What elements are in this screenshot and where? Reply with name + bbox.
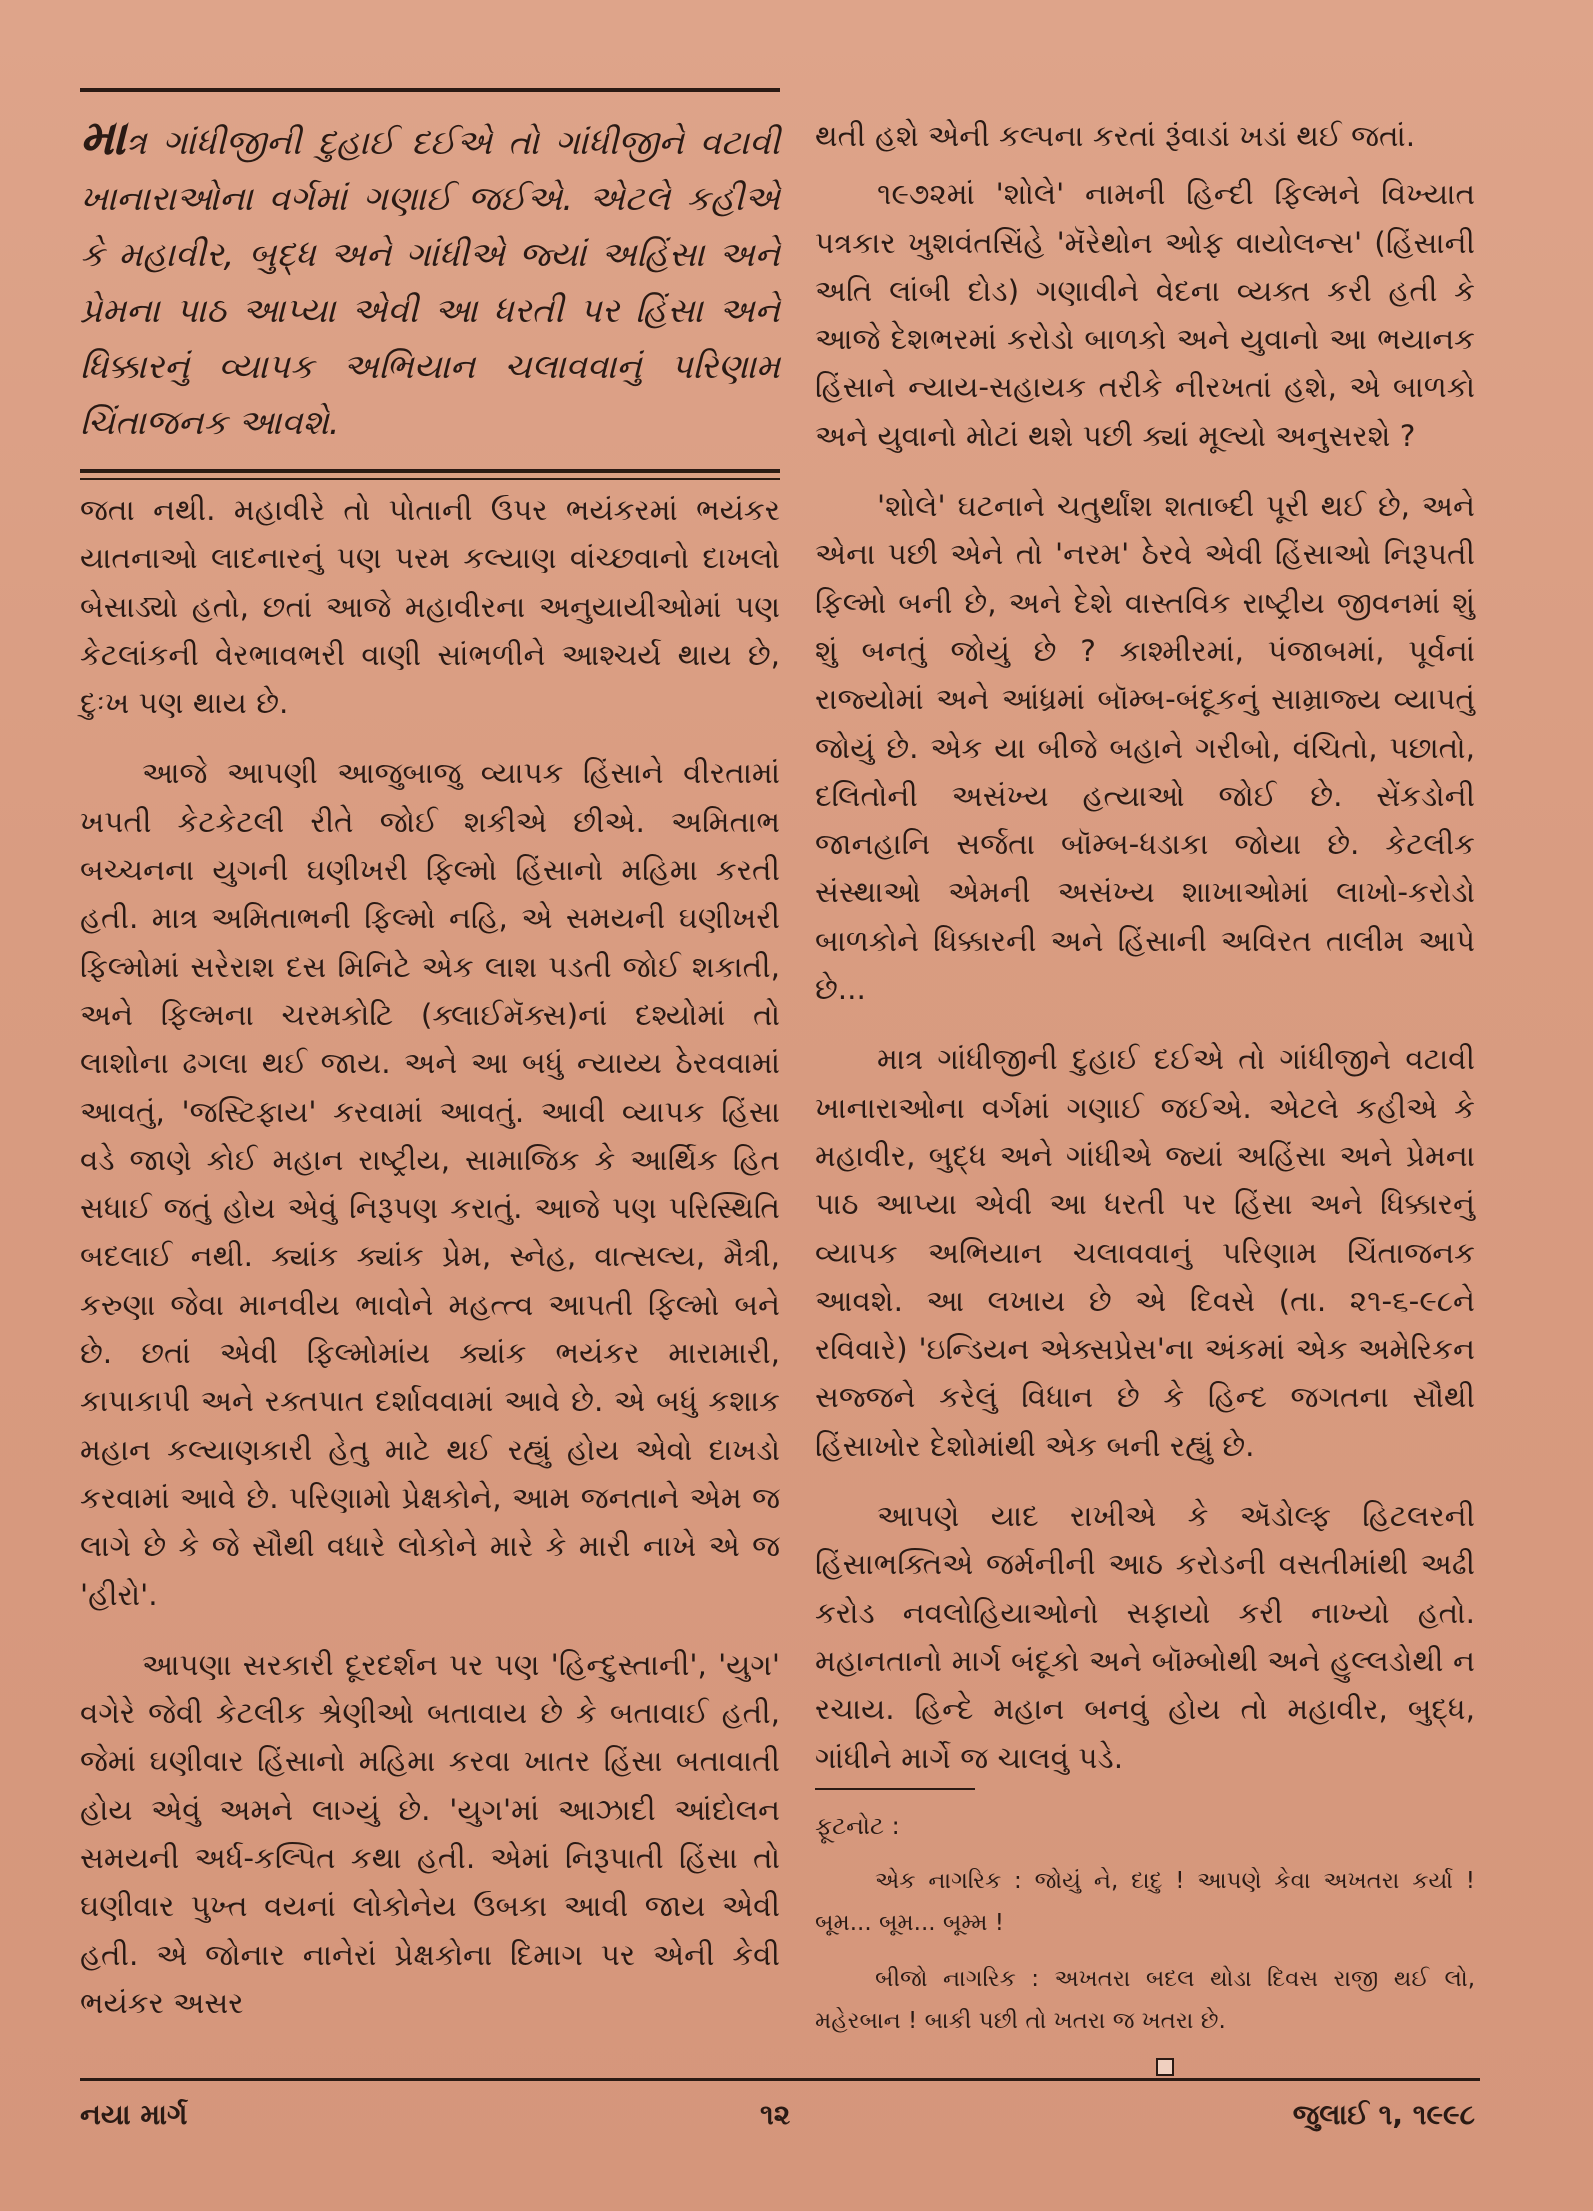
pullquote-bottom-thin-rule: [80, 478, 780, 480]
left-paragraph-1: જતા નથી. મહાવીરે તો પોતાની ઉપર ભયંકરમાં ભયંકર યાતનાઓ લાદનારનું પણ પરમ કલ્યાણ વાંચ્છવાનો દાખલો બેસાડ્યો હતો, છતાં આજે મહાવીરના અનુયાયીઓમાં પણ કેટલાંકની વેરભાવભરી વાણી સાંભળીને આશ્ચર્ય થાય છે, દુઃખ પણ થાય છે.: [80, 493, 780, 721]
pullquote: [80, 92, 780, 469]
footer-page-number: ૧૨: [760, 2098, 791, 2131]
footer-publication: નયા માર્ગ: [80, 2098, 188, 2131]
footnote-title: ફૂટનોટ :: [815, 1811, 900, 1840]
footnote-line-1: એક નાગરિક : જોયું ને, દાદુ ! આપણે કેવા અખતરા કર્યા ! બૂમ... બૂમ... બૂમ્મ !: [815, 1867, 1475, 1936]
pullquote-bottom-rule: [80, 469, 780, 473]
left-column: [80, 88, 780, 2027]
footnote-rule: [815, 1788, 975, 1790]
right-paragraph-2: ૧૯૭૨માં 'શોલે' નામની હિન્દી ફિલ્મને વિખ્યાત પત્રકાર ખુશવંતસિંહે 'મૅરેથોન ઓફ વાયોલન્સ' (હિંસાની અતિ લાંબી દોડ) ગણાવીને વેદના વ્યક્ત કરી હતી કે આજે દેશભરમાં કરોડો બાળકો અને યુવાનો આ ભયાનક હિંસાને ન્યાય-સહાયક તરીકે નીરખતાં હશે, એ બાળકો અને યુવાનો મોટાં થશે પછી ક્યાં મૂલ્યો અનુસરશે ?: [815, 177, 1475, 453]
footnote-line-2: બીજો નાગરિક : અખતરા બદલ થોડા દિવસ રાજી થઈ લો, મહેરબાન ! બાકી પછી તો ખતરા જ ખતરા છે.: [815, 1965, 1475, 2034]
end-mark-icon: [1156, 2058, 1174, 2076]
footer-date: જુલાઈ ૧, ૧૯૯૮: [1292, 2098, 1475, 2131]
right-paragraph-1: થતી હશે એની કલ્પના કરતાં રૂંવાડાં ખડાં થઈ જતાં.: [815, 119, 1416, 153]
right-paragraph-4: માત્ર ગાંધીજીની દુહાઈ દઈએ તો ગાંધીજીને વટાવી ખાનારાઓના વર્ગમાં ગણાઈ જઈએ. એટલે કહીએ કે મહાવીર, બુદ્ધ અને ગાંધીએ જ્યાં અહિંસા અને પ્રેમના પાઠ આપ્યા એવી આ ધરતી પર હિંસા અને ધિક્કારનું વ્યાપક અભિયાન ચલાવવાનું પરિણામ ચિંતાજનક આવશે. આ લખાય છે એ દિવસે (તા. ૨૧-૬-૯૮ને રવિવારે) 'ઇન્ડિયન એક્સપ્રેસ'ના અંકમાં એક અમેરિકન સજ્જને કરેલું વિધાન છે કે હિન્દ જગતના સૌથી હિંસાખોર દેશોમાંથી એક બની રહ્યું છે.: [815, 1042, 1475, 1463]
pullquote-drop-letters: મા: [80, 110, 126, 166]
right-paragraph-5: આપણે યાદ રાખીએ કે ઍડોલ્ફ હિટલરની હિંસાભક્તિએ જર્મનીની આઠ કરોડની વસતીમાંથી અઢી કરોડ નવલોહિયાઓનો સફાયો કરી નાખ્યો હતો. મહાનતાનો માર્ગ બંદૂકો અને બૉમ્બોથી અને હુલ્લડોથી ન રચાય. હિન્દે મહાન બનવું હોય તો મહાવીર, બુદ્ધ, ગાંધીને માર્ગે જ ચાલવું પડે.: [815, 1499, 1475, 1775]
right-column: [815, 112, 1475, 2076]
left-paragraph-2: આજે આપણી આજુબાજુ વ્યાપક હિંસાને વીરતામાં ખપતી કેટકેટલી રીતે જોઈ શકીએ છીએ. અમિતાભ બચ્ચનના યુગની ઘણીખરી ફિલ્મો હિંસાનો મહિમા કરતી હતી. માત્ર અમિતાભની ફિલ્મો નહિ, એ સમયની ઘણીખરી ફિલ્મોમાં સરેરાશ દસ મિનિટે એક લાશ પડતી જોઈ શકાતી, અને ફિલ્મના ચરમકોટિ (ક્લાઈમૅક્સ)નાં દશ્યોમાં તો લાશોના ઢગલા થઈ જાય. અને આ બધું ન્યાય્ય ઠેરવવામાં આવતું, 'જસ્ટિફાય' કરવામાં આવતું. આવી વ્યાપક હિંસા વડે જાણે કોઈ મહાન રાષ્ટ્રીય, સામાજિક કે આર્થિક હિત સધાઈ જતું હોય એવું નિરૂપણ કરાતું. આજે પણ પરિસ્થિતિ બદલાઈ નથી. ક્યાંક ક્યાંક પ્રેમ, સ્નેહ, વાત્સલ્ય, મૈત્રી, કરુણા જેવા માનવીય ભાવોને મહત્ત્વ આપતી ફિલ્મો બને છે. છતાં એવી ફિલ્મોમાંય ક્યાંક ભયંકર મારામારી, કાપાકાપી અને રક્તપાત દર્શાવવામાં આવે છે. એ બધું કશાક મહાન કલ્યાણકારી હેતુ માટે થઈ રહ્યું હોય એવો દાખડો કરવામાં આવે છે. પરિણામો પ્રેક્ષકોને, આમ જનતાને એમ જ લાગે છે કે જે સૌથી વધારે લોકોને મારે કે મારી નાખે એ જ 'હીરો'.: [80, 756, 780, 1612]
right-paragraph-3: 'શોલે' ઘટનાને ચતુર્થાંશ શતાબ્દી પૂરી થઈ છે, અને એના પછી એને તો 'નરમ' ઠેરવે એવી હિંસાઓ નિરૂપતી ફિલ્મો બની છે, અને દેશે વાસ્તવિક રાષ્ટ્રીય જીવનમાં શું શું બનતું જોયું છે ? કાશ્મીરમાં, પંજાબમાં, પૂર્વનાં રાજ્યોમાં અને આંધ્રમાં બૉમ્બ-બંદૂકનું સામ્રાજ્ય વ્યાપતું જોયું છે. એક યા બીજે બહાને ગરીબો, વંચિતો, પછાતો, દલિતોની અસંખ્ય હત્યાઓ જોઈ છે. સેંકડોની જાનહાનિ સર્જતા બૉમ્બ-ધડાકા જોયા છે. કેટલીક સંસ્થાઓ એમની અસંખ્ય શાખાઓમાં લાખો-કરોડો બાળકોને ધિક્કારની અને હિંસાની અવિરત તાલીમ આપે છે...: [815, 489, 1475, 1007]
left-paragraph-3: આપણા સરકારી દૂરદર્શન પર પણ 'હિન્દુસ્તાની', 'યુગ' વગેરે જેવી કેટલીક શ્રેણીઓ બતાવાય છે કે બતાવાઈ હતી, જેમાં ઘણીવાર હિંસાનો મહિમા કરવા ખાતર હિંસા બતાવાતી હોય એવું અમને લાગ્યું છે. 'યુગ'માં આઝાદી આંદોલન સમયની અર્ધ-કલ્પિત કથા હતી. એમાં નિરૂપાતી હિંસા તો ઘણીવાર પુખ્ત વયનાં લોકોનેય ઉબકા આવી જાય એવી હતી. એ જોનાર નાનેરાં પ્રેક્ષકોના દિમાગ પર એની કેવી ભયંકર અસર: [80, 1647, 780, 2020]
footer-rule: [80, 2078, 1480, 2081]
pullquote-text: ત્ર ગાંધીજીની દુહાઈ દઈએ તો ગાંધીજીને વટાવી ખાનારાઓના વર્ગમાં ગણાઈ જઈએ. એટલે કહીએ કે મહાવીર, બુદ્ધ અને ગાંધીએ જ્યાં અહિંસા અને પ્રેમના પાઠ આપ્યા એવી આ ધરતી પર હિંસા અને ધિક્કારનું વ્યાપક અભિયાન ચલાવવાનું પરિણામ ચિંતાજનક આવશે.: [80, 123, 780, 443]
